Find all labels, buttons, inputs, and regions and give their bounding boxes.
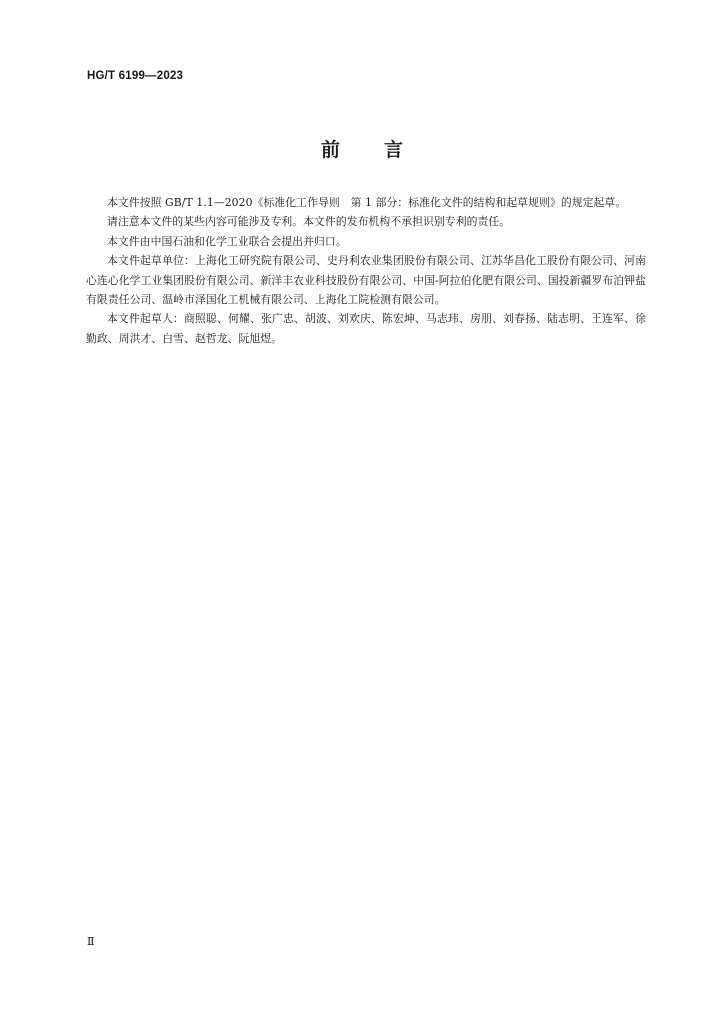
paragraph-patent-notice: 请注意本文件的某些内容可能涉及专利。本文件的发布机构不承担识别专利的责任。 bbox=[107, 215, 511, 229]
paragraph-drafters: 本文件起草人：商照聪、何耀、张广忠、胡波、刘欢庆、陈宏坤、马志玮、房朋、刘春扬、陆志明、王连军、徐勤政、周洪才、白雪、赵哲龙、阮旭煜。 bbox=[86, 312, 646, 345]
paragraph-drafting-rules: 本文件按照 GB/T 1.1—2020《标准化工作导则 第 1 部分：标准化文件的结构和起草规则》的规定起草。 bbox=[107, 196, 627, 209]
paragraph-proposer: 本文件由中国石油和化学工业联合会提出并归口。 bbox=[107, 234, 347, 248]
foreword-body bbox=[86, 193, 646, 348]
page-number: Ⅱ bbox=[87, 935, 95, 948]
standard-code: HG/T 6199—2023 bbox=[87, 70, 184, 82]
title-char-2: 言 bbox=[384, 139, 404, 161]
page-title bbox=[0, 135, 724, 162]
title-char-1: 前 bbox=[320, 139, 340, 161]
paragraph-drafting-units: 本文件起草单位：上海化工研究院有限公司、史丹利农业集团股份有限公司、江苏华昌化工股份有限公司、河南心连心化学工业集团股份有限公司、新洋丰农业科技股份有限公司、中国-阿拉伯化肥有限公司、国投新疆罗布泊钾盐有限责任公司、温岭市泽国化工机械有限公司、上海化工院检测有限公司。 bbox=[86, 254, 646, 307]
